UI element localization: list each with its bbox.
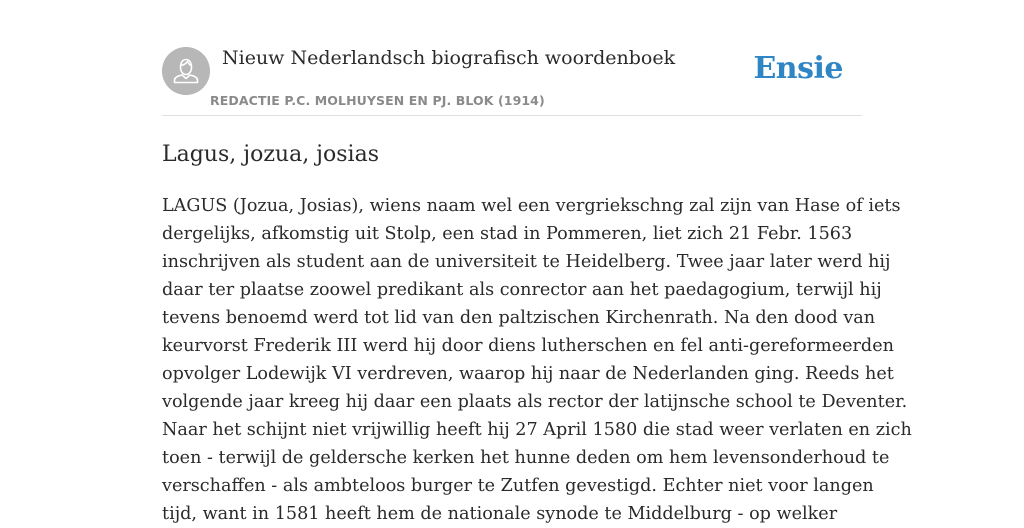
entry-line: tevens benoemd werd tot lid van den paltzischen Kirchenrath. Na den dood van: [162, 308, 876, 328]
entry-line: dergelijks, afkomstig uit Stolp, een stad in Pommeren, liet zich 21 Febr. 1563: [162, 224, 853, 244]
entry-line: daar ter plaatse zoowel predikant als conrector aan het paedagogium, terwijl hij: [162, 280, 882, 300]
entry-line: volgende jaar kreeg hij daar een plaats als rector der latijnsche school te Deventer.: [162, 392, 908, 412]
entry-line: inschrijven als student aan de universiteit te Heidelberg. Twee jaar later werd hij: [162, 252, 891, 272]
source-subtitle: REDACTIE P.C. MOLHUYSEN EN PJ. BLOK (1914): [210, 93, 545, 108]
entry-body: [162, 192, 912, 528]
source-header: [162, 0, 862, 116]
ensie-logo[interactable]: Ensie: [753, 51, 843, 86]
entry-line: LAGUS (Jozua, Josias), wiens naam wel een vergriekschng zal zijn van Hase of iets: [162, 196, 901, 216]
page-container: [162, 0, 912, 524]
source-title[interactable]: Nieuw Nederlandsch biografisch woordenboek: [222, 47, 676, 69]
entry-line: Naar het schijnt niet vrijwillig heeft hij 27 April 1580 die stad weer verlaten en zich: [162, 420, 912, 440]
entry-line: keurvorst Frederik III werd hij door diens lutherschen en fel anti-gereformeerden: [162, 336, 894, 356]
entry-title: Lagus, jozua, josias: [162, 142, 379, 167]
entry-line: toen - terwijl de geldersche kerken het hunne deden om hem levensonderhoud te: [162, 448, 890, 468]
entry-line: tijd, want in 1581 heeft hem de nationale synode te Middelburg - op welker: [162, 504, 838, 524]
entry-line: opvolger Lodewijk VI verdreven, waarop hij naar de Nederlanden ging. Reeds het: [162, 364, 894, 384]
entry-line: verschaffen - als ambteloos burger te Zutfen gevestigd. Echter niet voor langen: [162, 476, 874, 496]
user-icon: [162, 47, 210, 95]
